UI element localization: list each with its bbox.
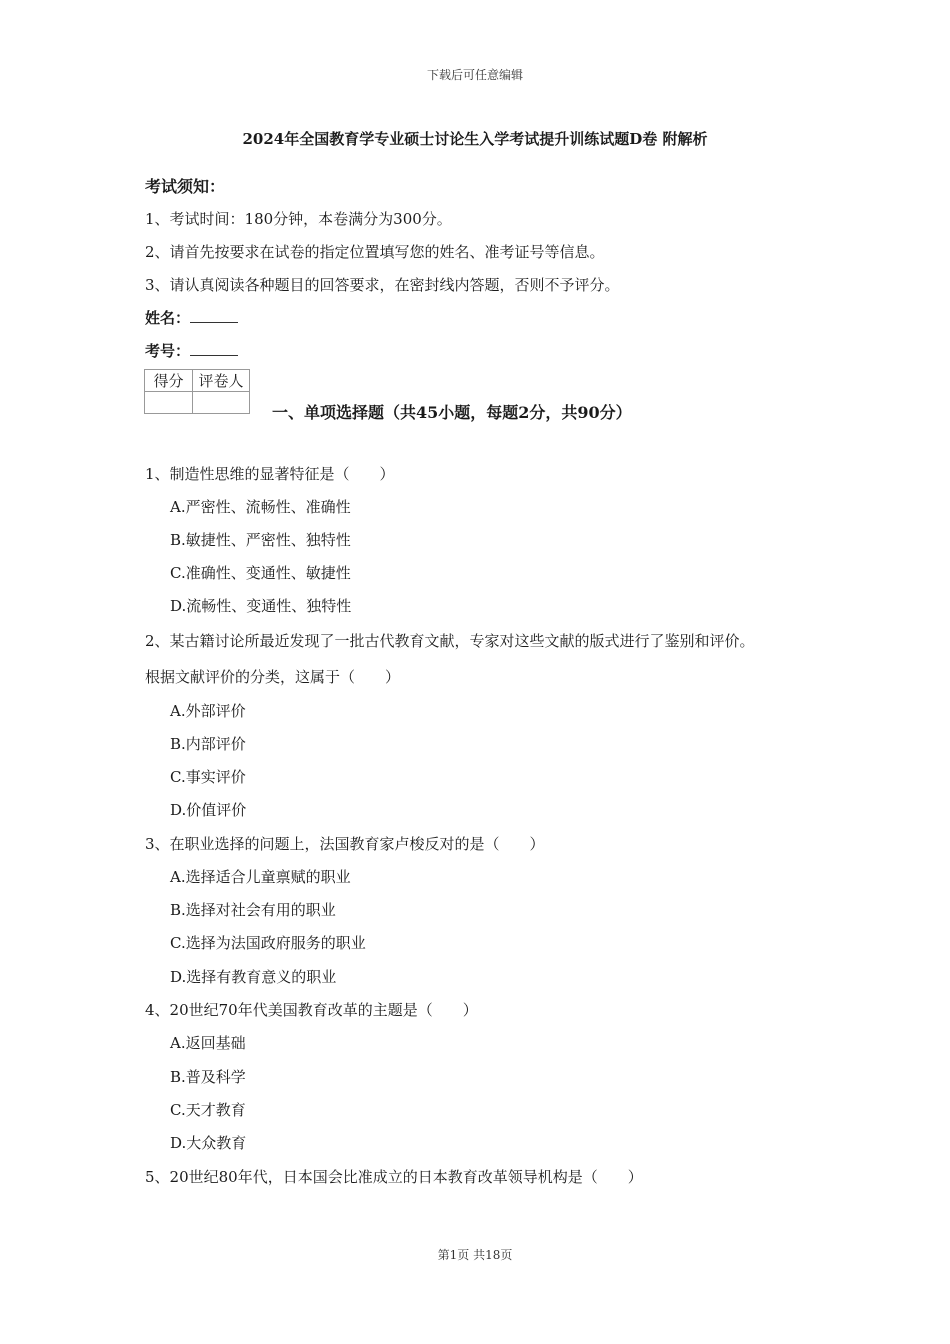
- question-option: A.选择适合儿童禀赋的职业: [170, 868, 351, 886]
- name-blank[interactable]: [190, 308, 238, 323]
- grader-header: 评卷人: [193, 370, 250, 392]
- question-option: A.严密性、流畅性、准确性: [170, 498, 351, 516]
- question-option: B.内部评价: [170, 735, 246, 753]
- question-option: D.大众教育: [170, 1134, 247, 1152]
- question-stem: 5、20世纪80年代，日本国会比准成立的日本教育改革领导机构是（ ）: [145, 1168, 643, 1186]
- question-stem-continued: 根据文献评价的分类，这属于（ ）: [145, 668, 401, 686]
- question-stem: 4、20世纪70年代美国教育改革的主题是（ ）: [145, 1001, 478, 1019]
- notice-heading: 考试须知：: [145, 177, 226, 196]
- grader-cell[interactable]: [193, 392, 250, 414]
- question-option: B.敏捷性、严密性、独特性: [170, 531, 351, 549]
- score-header: 得分: [145, 370, 193, 392]
- page-footer: 第1页 共18页: [437, 1248, 513, 1262]
- id-label: 考号：: [145, 342, 191, 360]
- header-note: 下载后可任意编辑: [426, 68, 523, 82]
- question-stem: 2、某古籍讨论所最近发现了一批古代教育文献，专家对这些文献的版式进行了鉴别和评价。: [145, 632, 755, 650]
- section-title: 一、单项选择题（共45小题，每题2分，共90分）: [272, 403, 632, 422]
- notice-item: 3、请认真阅读各种题目的回答要求，在密封线内答题，否则不予评分。: [145, 276, 620, 294]
- question-option: D.流畅性、变通性、独特性: [170, 597, 352, 615]
- id-blank[interactable]: [190, 341, 238, 356]
- id-field: [145, 340, 238, 361]
- name-field: [145, 307, 238, 328]
- question-option: B.普及科学: [170, 1068, 246, 1086]
- name-label: 姓名：: [145, 309, 191, 327]
- document-title: 2024年全国教育学专业硕士讨论生入学考试提升训练试题D卷 附解析: [242, 130, 708, 148]
- question-option: A.返回基础: [170, 1034, 246, 1052]
- notice-item: 2、请首先按要求在试卷的指定位置填写您的姓名、准考证号等信息。: [145, 243, 605, 261]
- question-option: A.外部评价: [170, 702, 246, 720]
- score-cell[interactable]: [145, 392, 193, 414]
- question-option: D.选择有教育意义的职业: [170, 968, 337, 986]
- question-option: C.选择为法国政府服务的职业: [170, 934, 366, 952]
- question-option: D.价值评价: [170, 801, 247, 819]
- question-stem: 1、制造性思维的显著特征是（ ）: [145, 465, 395, 483]
- score-table: [144, 369, 250, 414]
- question-option: C.事实评价: [170, 768, 246, 786]
- notice-item: 1、考试时间：180分钟，本卷满分为300分。: [145, 210, 452, 228]
- question-stem: 3、在职业选择的问题上，法国教育家卢梭反对的是（ ）: [145, 835, 545, 853]
- question-option: C.天才教育: [170, 1101, 246, 1119]
- question-option: B.选择对社会有用的职业: [170, 901, 336, 919]
- question-option: C.准确性、变通性、敏捷性: [170, 564, 351, 582]
